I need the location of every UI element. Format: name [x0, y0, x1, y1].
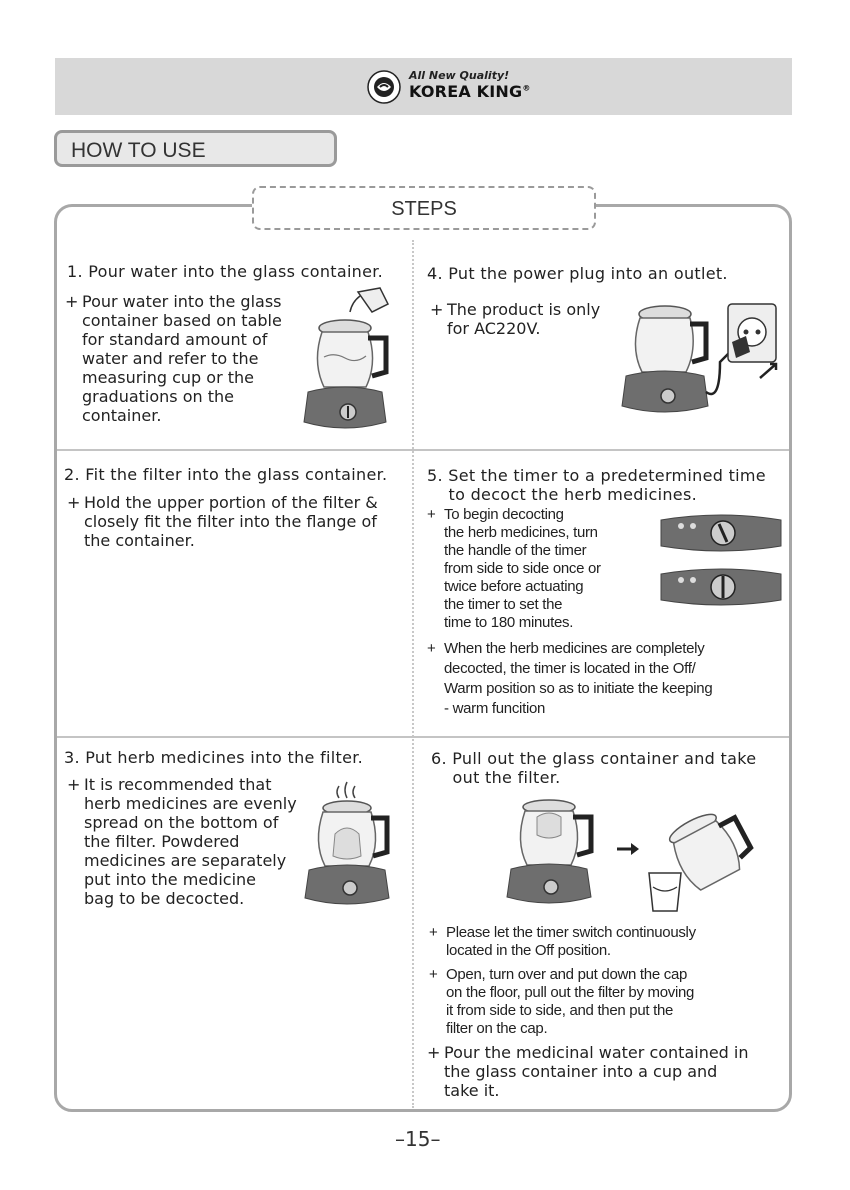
kettle-power-plug-icon [620, 292, 790, 422]
kettle-remove-filter-icon [505, 795, 785, 915]
step-6-note-2: + Open, turn over and put down the cap on the floor, pull out the filter by moving it from side to side, and then put the filter on the cap. [429, 966, 695, 1037]
brand-tagline: All New Quality! [409, 69, 510, 82]
timer-panel-start-icon [657, 512, 785, 554]
step-2-title: 2. Fit the filter into the glass container. [64, 465, 388, 484]
step-1-note: + Pour water into the glass container based on table for standard amount of water and refer to the measuring cup or the graduations on the container. [65, 292, 282, 425]
page-number: –15– [395, 1127, 441, 1151]
steps-label-text: STEPS [391, 198, 457, 220]
step-6-note-3: + Pour the medicinal water contained in the glass container into a cup and take it. [427, 1043, 749, 1100]
step-5-title: 5. Set the timer to a predetermined time to decoct the herb medicines. [427, 466, 766, 504]
step-3-note: + It is recommended that herb medicines are evenly spread on the bottom of the filter. Powdered medicines are separately put into the medicine bag to be decocted. [67, 775, 297, 908]
brand-logo [367, 68, 537, 104]
step-1-title: 1. Pour water into the glass container. [67, 262, 384, 281]
brand-name: KOREA KING® [409, 82, 531, 101]
steps-label [252, 186, 596, 230]
step-6-title: 6. Pull out the glass container and take out the filter. [431, 749, 757, 787]
brand-seal-icon [367, 70, 401, 104]
step-6-note-1: + Please let the timer switch continuously located in the Off position. [429, 924, 696, 959]
section-title-tab [54, 130, 337, 167]
kettle-herb-bag-icon [305, 778, 405, 908]
timer-panel-set-icon [657, 566, 785, 608]
row-divider-1 [57, 449, 789, 451]
column-divider [412, 240, 414, 1108]
section-title: HOW TO USE [71, 139, 206, 162]
step-5-note-1: + To begin decocting the herb medicines, turn the handle of the timer from side to side once or twice before actuating the timer to set the time to 180 minutes. [427, 506, 601, 631]
step-4-title: 4. Put the power plug into an outlet. [427, 264, 728, 283]
row-divider-2 [57, 736, 789, 738]
step-2-note: + Hold the upper portion of the filter & closely fit the filter into the flange of the container. [67, 493, 378, 550]
kettle-pouring-water-icon [300, 282, 400, 432]
step-5-note-2: + When the herb medicines are completely decocted, the timer is located in the Off/ Warm position so as to initiate the keeping - warm funcition [427, 640, 713, 717]
step-3-title: 3. Put herb medicines into the filter. [64, 748, 364, 767]
step-4-note: + The product is only for AC220V. [430, 300, 601, 338]
